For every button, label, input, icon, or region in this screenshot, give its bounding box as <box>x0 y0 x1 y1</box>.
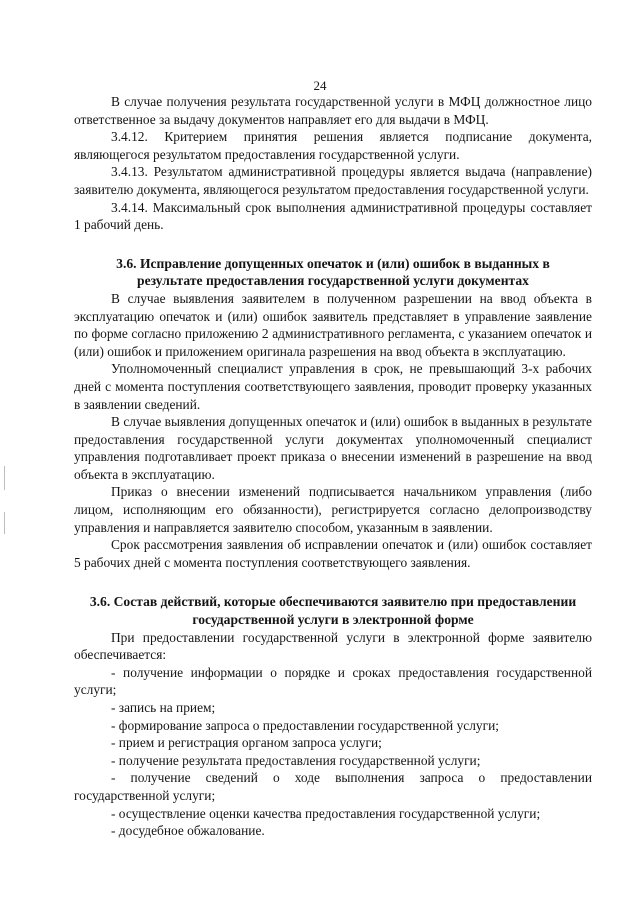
list-item: - формирование запроса о предоставлении государственной услуги; <box>111 717 499 733</box>
paragraph: Срок рассмотрения заявления об исправлении опечаток и (или) ошибок составляет 5 рабочих дней с момента поступления соответствующего заявления. <box>74 537 592 570</box>
paragraph: 3.4.14. Максимальный срок выполнения административной процедуры составляет 1 рабочий день. <box>74 199 592 233</box>
paragraph: 3.4.13. Результатом административной процедуры является выдача (направление) заявителю документа, являющегося результатом предоставления государственной услуги. <box>74 164 592 197</box>
list-item: - досудебное обжалование. <box>111 823 265 839</box>
paragraph: В случае выявления допущенных опечаток и (или) ошибок в выданных в результате предоставления государственной услуги документах уполномоченный специалист управления подготавливает проект приказа о внесении изменений в разрешение на ввод объекта в эксплуатацию. <box>74 414 592 482</box>
paragraph: Уполномоченный специалист управления в срок, не превышающий 3-х рабочих дней с момента поступления соответствующего заявления, проводит проверку указанных в заявлении сведений. <box>74 361 592 412</box>
scan-artifact <box>4 512 5 534</box>
list-item: - прием и регистрация органом запроса услуги; <box>111 735 382 751</box>
paragraph: Приказ о внесении изменений подписывается начальником управления (либо лицом, исполняющим его обязанности), регистрируется согласно делопроизводству управления и направляется заявителю способом, указанным в заявлении. <box>74 484 592 535</box>
scan-artifact <box>4 466 5 490</box>
section-heading: 3.6. Состав действий, которые обеспечиваются заявителю при предоставлении государственной услуги в электронной форме <box>89 594 577 628</box>
paragraph: При предоставлении государственной услуги в электронной форме заявителю обеспечивается: <box>74 629 592 663</box>
list-item: - осуществление оценки качества предоставления государственной услуги; <box>111 805 541 821</box>
list-item: - запись на прием; <box>111 700 216 715</box>
paragraph: В случае выявления заявителем в полученном разрешении на ввод объекта в эксплуатацию опечаток и (или) ошибок заявитель представляет в управление заявление по форме согласно приложению 2 административного регламента, с указанием опечаток и (или) ошибок и приложением оригинала разрешения на ввод объекта в эксплуатацию. <box>74 290 592 359</box>
section-heading: 3.6. Исправление допущенных опечаток и (или) ошибок в выданных в результате предоставления государственной услуги документах <box>116 255 550 289</box>
page-number: 24 <box>313 78 327 93</box>
document-body <box>74 93 592 840</box>
list-item: - получение информации о порядке и сроках предоставления государственной услуги; <box>74 664 592 698</box>
list-item: - получение сведений о ходе выполнения запроса о предоставлении государственной услуги; <box>74 770 592 803</box>
list-item: - получение результата предоставления государственной услуги; <box>111 752 481 768</box>
paragraph: В случае получения результата государственной услуги в МФЦ должностное лицо ответственное за выдачу документов направляет его для выдачи в МФЦ. <box>74 94 592 127</box>
paragraph: 3.4.12. Критерием принятия решения является подписание документа, являющегося результатом предоставления государственной услуги. <box>74 129 592 162</box>
